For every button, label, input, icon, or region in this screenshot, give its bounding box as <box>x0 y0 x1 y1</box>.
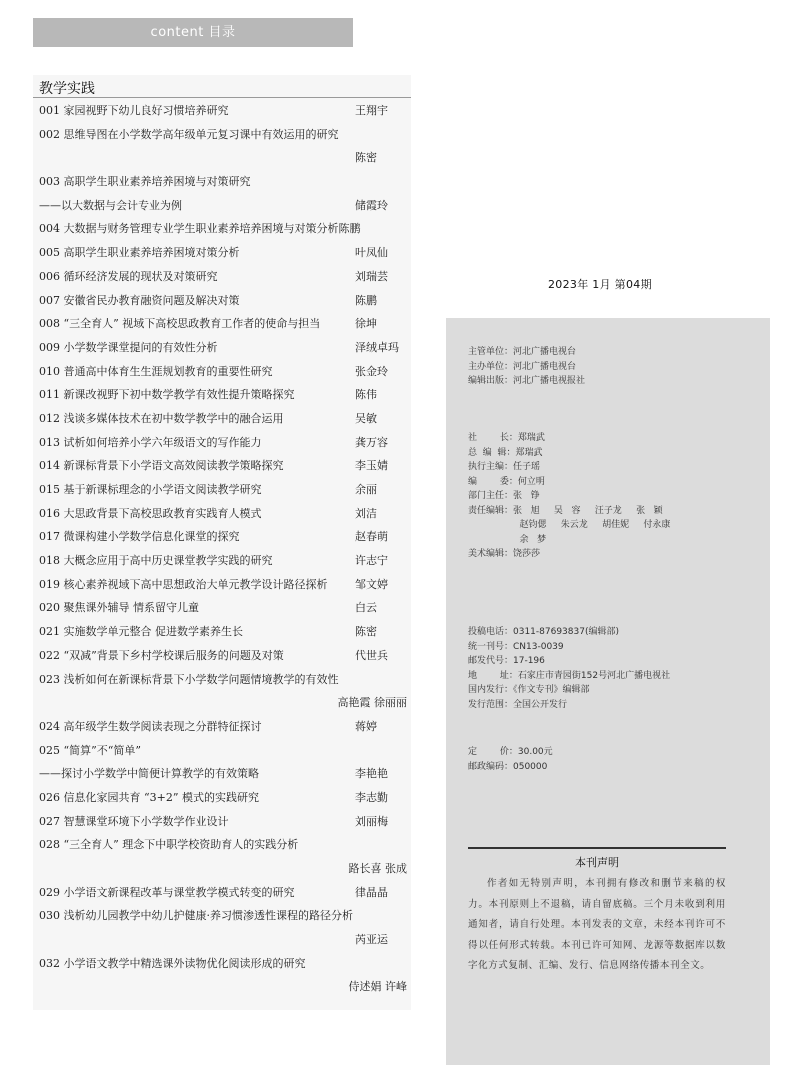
toc-entry <box>39 312 411 336</box>
toc-entry-author: 刘洁 <box>355 506 377 520</box>
toc-entry-author: 李志勤 <box>355 790 388 804</box>
contents-header-label: content 目录 <box>150 25 236 40</box>
toc-entry-author: 吴敏 <box>355 411 377 425</box>
toc-entry-author: 徐坤 <box>355 317 377 331</box>
toc-entry-author: 赵春萌 <box>355 530 388 544</box>
toc-entry <box>39 525 411 549</box>
toc-entry <box>39 360 411 384</box>
toc-entry <box>39 715 411 739</box>
toc-entry-title: 022 “双减”背景下乡村学校课后服务的问题及对策 <box>39 648 284 662</box>
toc-entry <box>39 810 411 834</box>
section-title: 教学实践 <box>39 81 95 97</box>
toc-entry-title: 008 “三全育人” 视域下高校思政教育工作者的使命与担当 <box>39 317 321 331</box>
toc-entry-title: 010 普通高中体育生生涯规划教育的重要性研究 <box>39 364 273 378</box>
toc-entry-title: 019 核心素养视域下高中思想政治大单元教学设计路径探析 <box>39 577 328 591</box>
toc-entry <box>39 786 411 810</box>
toc-entry-title: 024 高年级学生数学阅读表现之分群特征探讨 <box>39 719 262 733</box>
toc-entry-title: 001 家园视野下幼儿良好习惯培养研究 <box>39 104 229 117</box>
toc-entry-title: 013 试析如何培养小学六年级语文的写作能力 <box>39 435 262 449</box>
toc-entry-title: 005 高职学生职业素养培养困境对策分析 <box>39 246 240 260</box>
toc-entry-author: 邹文婷 <box>355 577 388 591</box>
toc-entry-title: 012 浅谈多媒体技术在初中数学教学中的融合运用 <box>39 411 284 425</box>
toc-entry <box>39 620 411 644</box>
toc-entry-title: 007 安徽省民办教育融资问题及解决对策 <box>39 293 240 307</box>
toc-entry-title: 017 微课构建小学数学信息化课堂的探究 <box>39 530 240 544</box>
toc-entry <box>39 904 411 928</box>
masthead-panel <box>446 318 770 1065</box>
toc-entry <box>39 289 411 313</box>
toc-entry-title: 018 大概念应用于高中历史课堂教学实践的研究 <box>39 554 273 568</box>
toc-entry-title: 025 “简算”不“简单” <box>39 743 141 757</box>
toc-entry-title: 009 小学数学课堂提问的有效性分析 <box>39 340 218 354</box>
toc-entry <box>39 194 411 218</box>
toc-list <box>39 99 411 999</box>
toc-entry <box>39 454 411 478</box>
toc-entry-title: 011 新课改视野下初中数学教学有效性提升策略探究 <box>39 388 295 402</box>
toc-entry <box>39 596 411 620</box>
toc-entry-title: 032 小学语文教学中精选课外读物优化阅读形成的研究 <box>39 956 306 970</box>
contents-header-bar <box>33 18 353 47</box>
section-divider <box>33 97 411 98</box>
toc-entry <box>39 833 411 857</box>
toc-entry-author: 陈伟 <box>355 388 377 402</box>
toc-entry-title: 015 基于新课标理念的小学语文阅读教学研究 <box>39 483 262 496</box>
toc-entry-title: 026 信息化家园共育 “3+2” 模式的实践研究 <box>39 790 259 804</box>
toc-entry-title: 006 循环经济发展的现状及对策研究 <box>39 269 218 283</box>
toc-entry-title: 020 聚焦课外辅导 情系留守儿童 <box>39 601 199 615</box>
toc-entry-author: 叶凤仙 <box>355 246 388 260</box>
toc-entry-author: 李玉婧 <box>355 459 388 473</box>
toc-entry <box>39 573 411 597</box>
toc-entry-author: 储霞玲 <box>355 198 388 212</box>
notice-body: 作者如无特别声明，本刊拥有修改和删节来稿的权力。本刊原则上不退稿，请自留底稿。三个月未收到利用通知者，请自行处理。本刊发表的文章，未经本刊许可不得以任何形式转载。本刊已许可知网、龙源等数据库以数字化方式复制、汇编、发行、信息网络传播本刊全文。 <box>468 878 726 971</box>
toc-entry <box>39 336 411 360</box>
toc-entry <box>39 265 411 289</box>
toc-entry-author: 张金玲 <box>355 364 388 378</box>
toc-entry-title: 029 小学语文新课程改革与课堂教学模式转变的研究 <box>39 885 295 899</box>
contact-info: 投稿电话：0311-87693837(编辑部) 统一刊号：CN13-0039 邮发代号：17-196 地 址：石家庄市青园街152号河北广播电视社 国内发行：《作文专刊》编辑部 发行范围：全国公开发行 <box>468 627 671 710</box>
toc-entry-author: 代世兵 <box>355 648 388 662</box>
toc-entry <box>39 431 411 455</box>
toc-entry <box>39 99 411 123</box>
toc-entry-author: 蒋婷 <box>355 719 377 733</box>
toc-entry <box>39 857 411 881</box>
toc-entry-author: 李艳艳 <box>355 767 388 781</box>
toc-entry-title: 003 高职学生职业素养培养困境与对策研究 <box>39 175 251 189</box>
toc-entry-title: 027 智慧课堂环境下小学数学作业设计 <box>39 814 229 828</box>
toc-entry-author: 侍述娟 许峰 <box>348 980 407 994</box>
price-info: 定 价：30.00元 邮政编码：050000 <box>468 747 553 772</box>
toc-entry-title: 002 思维导图在小学数学高年级单元复习课中有效运用的研究 <box>39 127 339 141</box>
toc-entry-author: 龚万容 <box>355 435 388 449</box>
toc-entry-title: 021 实施数学单元整合 促进数学素养生长 <box>39 625 243 639</box>
toc-entry <box>39 502 411 526</box>
toc-entry-title: 028 “三全育人” 理念下中职学校资助育人的实践分析 <box>39 838 299 852</box>
toc-entry-author: 余丽 <box>355 483 377 496</box>
toc-entry-title: 014 新课标背景下小学语文高效阅读教学策略探究 <box>39 459 284 473</box>
toc-entry-title: 030 浅析幼儿园教学中幼儿护健康·养习惯渗透性课程的路径分析 <box>39 909 353 923</box>
toc-entry-title: 004 大数据与财务管理专业学生职业素养培养困境与对策分析陈鹏 <box>39 222 361 236</box>
toc-entry-author: 刘瑞芸 <box>355 269 388 283</box>
notice-title: 本刊声明 <box>575 856 619 869</box>
toc-entry-author: 陈密 <box>355 151 377 165</box>
toc-entry-title: ——探讨小学数学中简便计算教学的有效策略 <box>39 767 259 781</box>
notice-divider <box>468 847 726 849</box>
toc-entry <box>39 123 411 147</box>
toc-entry-title: ——以大数据与会计专业为例 <box>39 198 182 212</box>
toc-entry <box>39 762 411 786</box>
toc-entry <box>39 146 411 170</box>
toc-entry <box>39 241 411 265</box>
toc-entry <box>39 668 411 692</box>
toc-entry-title: 016 大思政背景下高校思政教育实践育人模式 <box>39 506 262 520</box>
toc-entry <box>39 952 411 976</box>
toc-entry-author: 许志宁 <box>355 554 388 568</box>
toc-entry <box>39 691 411 715</box>
toc-entry <box>39 881 411 905</box>
toc-entry-author: 芮亚运 <box>355 933 388 947</box>
toc-entry <box>39 739 411 763</box>
toc-entry-author: 刘丽梅 <box>355 814 388 828</box>
toc-entry-author: 律晶晶 <box>355 885 388 899</box>
toc-entry <box>39 407 411 431</box>
toc-entry <box>39 217 411 241</box>
table-of-contents <box>33 75 411 1010</box>
toc-entry <box>39 170 411 194</box>
publisher-info: 主管单位：河北广播电视台 主办单位：河北广播电视台 编辑出版：河北广播电视报社 <box>468 347 586 386</box>
toc-entry <box>39 478 411 502</box>
toc-entry <box>39 975 411 999</box>
toc-entry-author: 路长喜 张成 <box>348 862 407 875</box>
issue-date: 2023年 1月 第04期 <box>548 278 652 291</box>
toc-entry-title: 023 浅析如何在新课标背景下小学数学问题情境教学的有效性 <box>39 672 339 686</box>
toc-entry <box>39 928 411 952</box>
toc-entry-author: 高艳霞 徐丽丽 <box>337 696 407 710</box>
toc-entry-author: 白云 <box>355 601 377 615</box>
toc-entry-author: 泽绒卓玛 <box>355 340 399 354</box>
toc-entry-author: 陈鹏 <box>355 293 377 307</box>
toc-entry-author: 陈密 <box>355 625 377 639</box>
toc-entry <box>39 644 411 668</box>
toc-entry <box>39 383 411 407</box>
editorial-staff: 社 长：郑瑞武 总 编 辑：郑瑞武 执行主编：任子瑶 编 委：何立明 部门主任：张 铮 责任编辑：张 旭 吴 容 汪子龙 张 颖 赵钧偲 朱云龙 胡佳妮 付永康 余 梦 美术编辑：饶莎莎 <box>468 433 671 559</box>
toc-entry-author: 王翔宇 <box>355 104 388 117</box>
toc-entry <box>39 549 411 573</box>
